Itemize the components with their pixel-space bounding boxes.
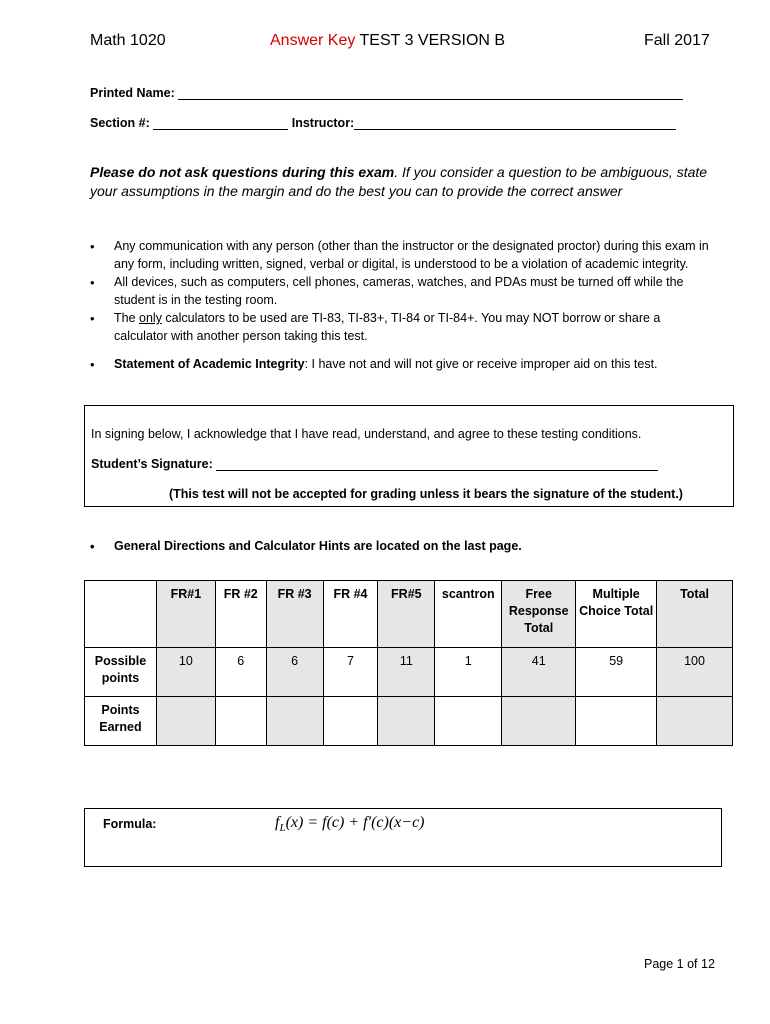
test-version: TEST 3 VERSION B (355, 32, 506, 49)
printed-name-label: Printed Name: (90, 86, 175, 100)
earned-cell[interactable] (657, 697, 733, 746)
signature-row (91, 457, 658, 471)
possible-cell: 100 (657, 648, 733, 697)
possible-cell: 10 (156, 648, 215, 697)
earned-cell[interactable] (156, 697, 215, 746)
possible-points-row (85, 648, 733, 697)
possible-cell: 7 (323, 648, 378, 697)
earned-cell[interactable] (576, 697, 657, 746)
intro-bold: Please do not ask questions during this exam (90, 164, 395, 180)
earned-cell[interactable] (215, 697, 266, 746)
signature-label: Student’s Signature: (91, 457, 213, 471)
formula-box (84, 808, 722, 867)
points-earned-row (85, 697, 733, 746)
header-cell: scantron (435, 581, 502, 648)
signature-box (84, 405, 734, 507)
intro-paragraph (90, 163, 720, 201)
integrity-label: Statement of Academic Integrity (114, 357, 305, 371)
header-cell: FR#5 (378, 581, 435, 648)
points-earned-label: Points Earned (85, 697, 157, 746)
header-cell: FR #3 (266, 581, 323, 648)
rules-list (90, 238, 710, 375)
term-label: Fall 2017 (644, 32, 710, 49)
page-number: Page 1 of 12 (644, 957, 715, 971)
possible-cell: 1 (435, 648, 502, 697)
corner-cell (85, 581, 157, 648)
acknowledge-text: In signing below, I acknowledge that I have read, understand, and agree to these testing conditions. (91, 427, 642, 441)
header-cell: Multiple Choice Total (576, 581, 657, 648)
possible-cell: 59 (576, 648, 657, 697)
test-title (270, 32, 505, 50)
possible-points-label: Possible points (85, 648, 157, 697)
printed-name-row (90, 86, 683, 100)
earned-cell[interactable] (378, 697, 435, 746)
possible-cell: 11 (378, 648, 435, 697)
section-label: Section #: (90, 116, 150, 130)
section-row (90, 116, 676, 130)
header-cell: Free Response Total (502, 581, 576, 648)
earned-cell[interactable] (323, 697, 378, 746)
rule-integrity (90, 356, 710, 374)
formula-label: Formula: (103, 817, 157, 831)
possible-cell: 41 (502, 648, 576, 697)
course-title: Math 1020 (90, 32, 166, 49)
rule-calculators-pre: The (114, 311, 140, 325)
directions-list (90, 538, 710, 557)
header-cell: FR #2 (215, 581, 266, 648)
section-line[interactable] (153, 116, 288, 130)
signature-note: (This test will not be accepted for grading unless it bears the signature of the student.) (169, 487, 683, 501)
instructor-line[interactable] (354, 116, 676, 130)
header-cell: FR #4 (323, 581, 378, 648)
earned-cell[interactable] (435, 697, 502, 746)
rule-calculators-only: only (139, 311, 162, 325)
rule-devices: • All devices, such as computers, cell phones, cameras, watches, and PDAs must be turned off while the student is in the testing room. (90, 274, 710, 309)
rule-calculators (90, 310, 710, 345)
earned-cell[interactable] (502, 697, 576, 746)
score-header-row (85, 581, 733, 648)
answer-key-label: Answer Key (270, 32, 356, 49)
integrity-text: : I have not and will not give or receive improper aid on this test. (304, 357, 658, 371)
signature-line[interactable] (216, 457, 658, 471)
rule-calculators-post: calculators to be used are TI-83, TI-83+, TI-84 or TI-84+. You may NOT borrow or share a calculator with another person taking this test. (114, 311, 661, 343)
intro-rest: . If you consider a question to be ambiguous, state your assumptions in the margin and do the best you can to provide the correct answer (90, 164, 708, 199)
linearization-formula: $f_L(x) = f(c) + f'(c)(x-c)$ (275, 814, 425, 835)
score-table (84, 580, 733, 746)
printed-name-line[interactable] (178, 86, 683, 100)
earned-cell[interactable] (266, 697, 323, 746)
header-cell: FR#1 (156, 581, 215, 648)
rule-communication: • Any communication with any person (other than the instructor or the designated proctor) during this exam in any form, including written, signed, verbal or digital, is understood to be a violation of academic integrity. (90, 238, 710, 273)
header-cell: Total (657, 581, 733, 648)
instructor-label: Instructor: (291, 116, 355, 130)
possible-cell: 6 (266, 648, 323, 697)
directions-item: • General Directions and Calculator Hints are located on the last page. (90, 538, 710, 556)
possible-cell: 6 (215, 648, 266, 697)
